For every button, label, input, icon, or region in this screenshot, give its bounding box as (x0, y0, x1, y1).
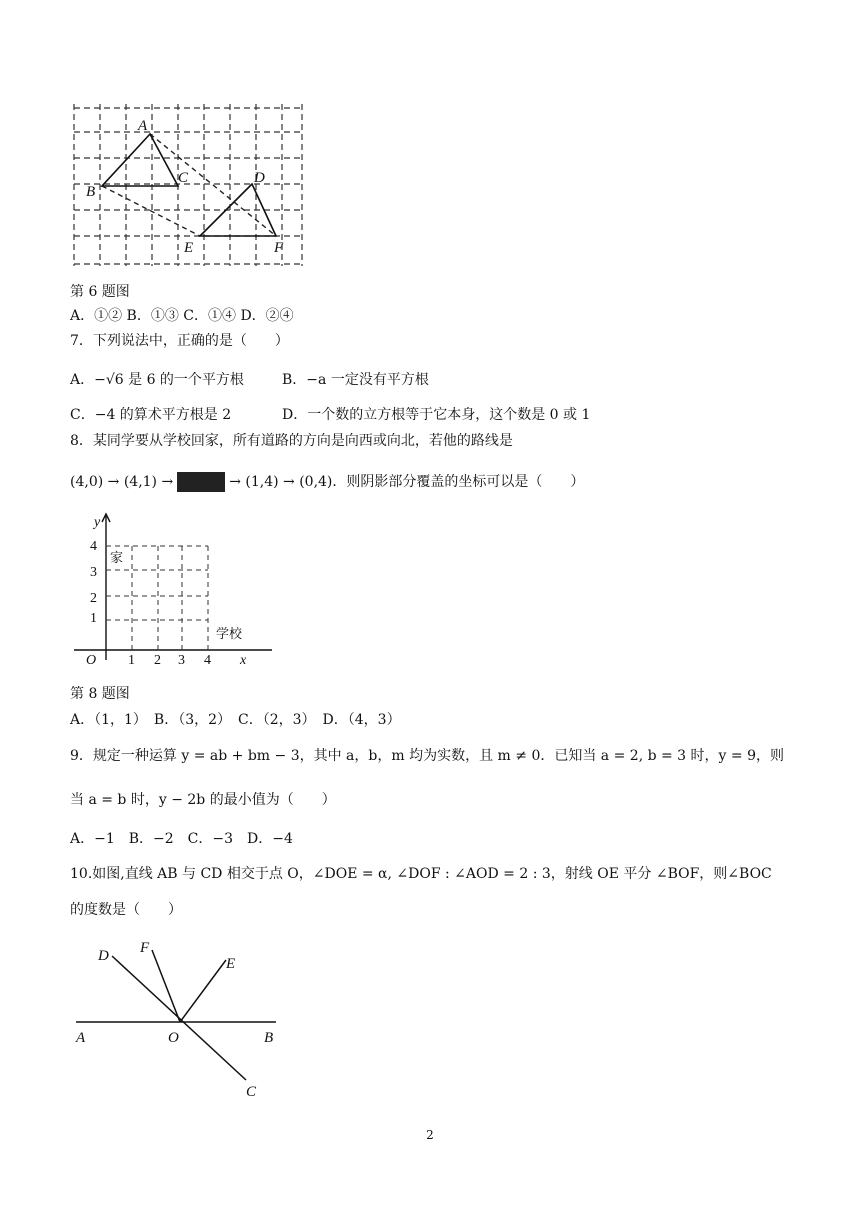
figure-8-caption: 第 8 题图 (70, 686, 130, 702)
x-tick-4: 4 (204, 653, 211, 668)
label-e: E (184, 240, 194, 256)
page-number: 2 (426, 1128, 434, 1142)
label-d: D (98, 948, 109, 964)
question-7-option-c: C．−4 的算术平方根是 2 (70, 407, 232, 423)
y-tick-4: 4 (90, 539, 97, 554)
question-8-stem: 8．某同学要从学校回家，所有道路的方向是向西或向北，若他的路线是 (70, 433, 513, 449)
y-tick-2: 2 (90, 591, 97, 606)
label-e: E (226, 956, 236, 972)
route-start: (4,0) → (4,1) → (70, 474, 174, 490)
figure-8-coordinate-grid (66, 508, 286, 668)
home-label: 家 (110, 551, 124, 566)
label-d: D (254, 170, 265, 186)
figure-10-intersecting-lines (66, 930, 286, 1100)
x-tick-3: 3 (178, 653, 185, 668)
question-8-route (70, 472, 584, 492)
figure-6-grid-triangles (66, 96, 312, 272)
question-7-option-d: D．一个数的立方根等于它本身，这个数是 0 或 1 (282, 407, 591, 423)
ray-oe (180, 960, 226, 1022)
triangle-abc (102, 134, 178, 186)
dashed-segment-be (102, 186, 200, 236)
label-f: F (274, 240, 284, 256)
label-o: O (168, 1030, 179, 1046)
y-tick-3: 3 (90, 565, 97, 580)
x-axis-label: x (240, 653, 247, 668)
question-7-option-b: B．−a 一定没有平方根 (282, 372, 429, 388)
question-7-option-a: A．−√6 是 6 的一个平方根 (70, 372, 244, 388)
label-c: C (246, 1084, 257, 1100)
label-b: B (264, 1030, 274, 1046)
x-tick-2: 2 (154, 653, 161, 668)
label-a: A (138, 118, 148, 134)
school-label: 学校 (216, 627, 243, 642)
question-6-options: A．①② B．①③ C．①④ D．②④ (70, 308, 294, 324)
y-tick-1: 1 (90, 611, 97, 626)
question-9-line-2: 当 a = b 时，y − 2b 的最小值为（ ） (70, 792, 336, 808)
shaded-block (177, 472, 225, 492)
question-8-options: A．（1，1） B．（3，2） C．（2，3） D．（4，3） (70, 712, 401, 728)
question-9-options: A．−1 B．−2 C．−3 D．−4 (70, 831, 293, 847)
y-axis-label: y (94, 515, 101, 530)
route-end: → (1,4) → (0,4)．则阴影部分覆盖的坐标可以是（ ） (229, 474, 585, 490)
ray-of (152, 950, 180, 1022)
label-b: B (86, 184, 96, 200)
figure-6-caption: 第 6 题图 (70, 284, 130, 300)
question-9-line-1: 9．规定一种运算 y = ab + bm − 3，其中 a，b，m 均为实数，且 m ≠ 0．已知当 a = 2, b = 3 时，y = 9，则 (70, 748, 784, 764)
origin-label: O (86, 653, 97, 668)
label-f: F (140, 940, 150, 956)
label-a: A (76, 1030, 86, 1046)
x-tick-1: 1 (128, 653, 135, 668)
question-10-line-1: 10.如图,直线 AB 与 CD 相交于点 O，∠DOE = α, ∠DOF : ∠AOD = 2 : 3，射线 OE 平分 ∠BOF，则∠BOC (70, 866, 772, 882)
question-10-line-2: 的度数是（ ） (70, 902, 182, 918)
label-c: C (178, 170, 189, 186)
question-7-stem: 7．下列说法中，正确的是（ ） (70, 333, 289, 349)
